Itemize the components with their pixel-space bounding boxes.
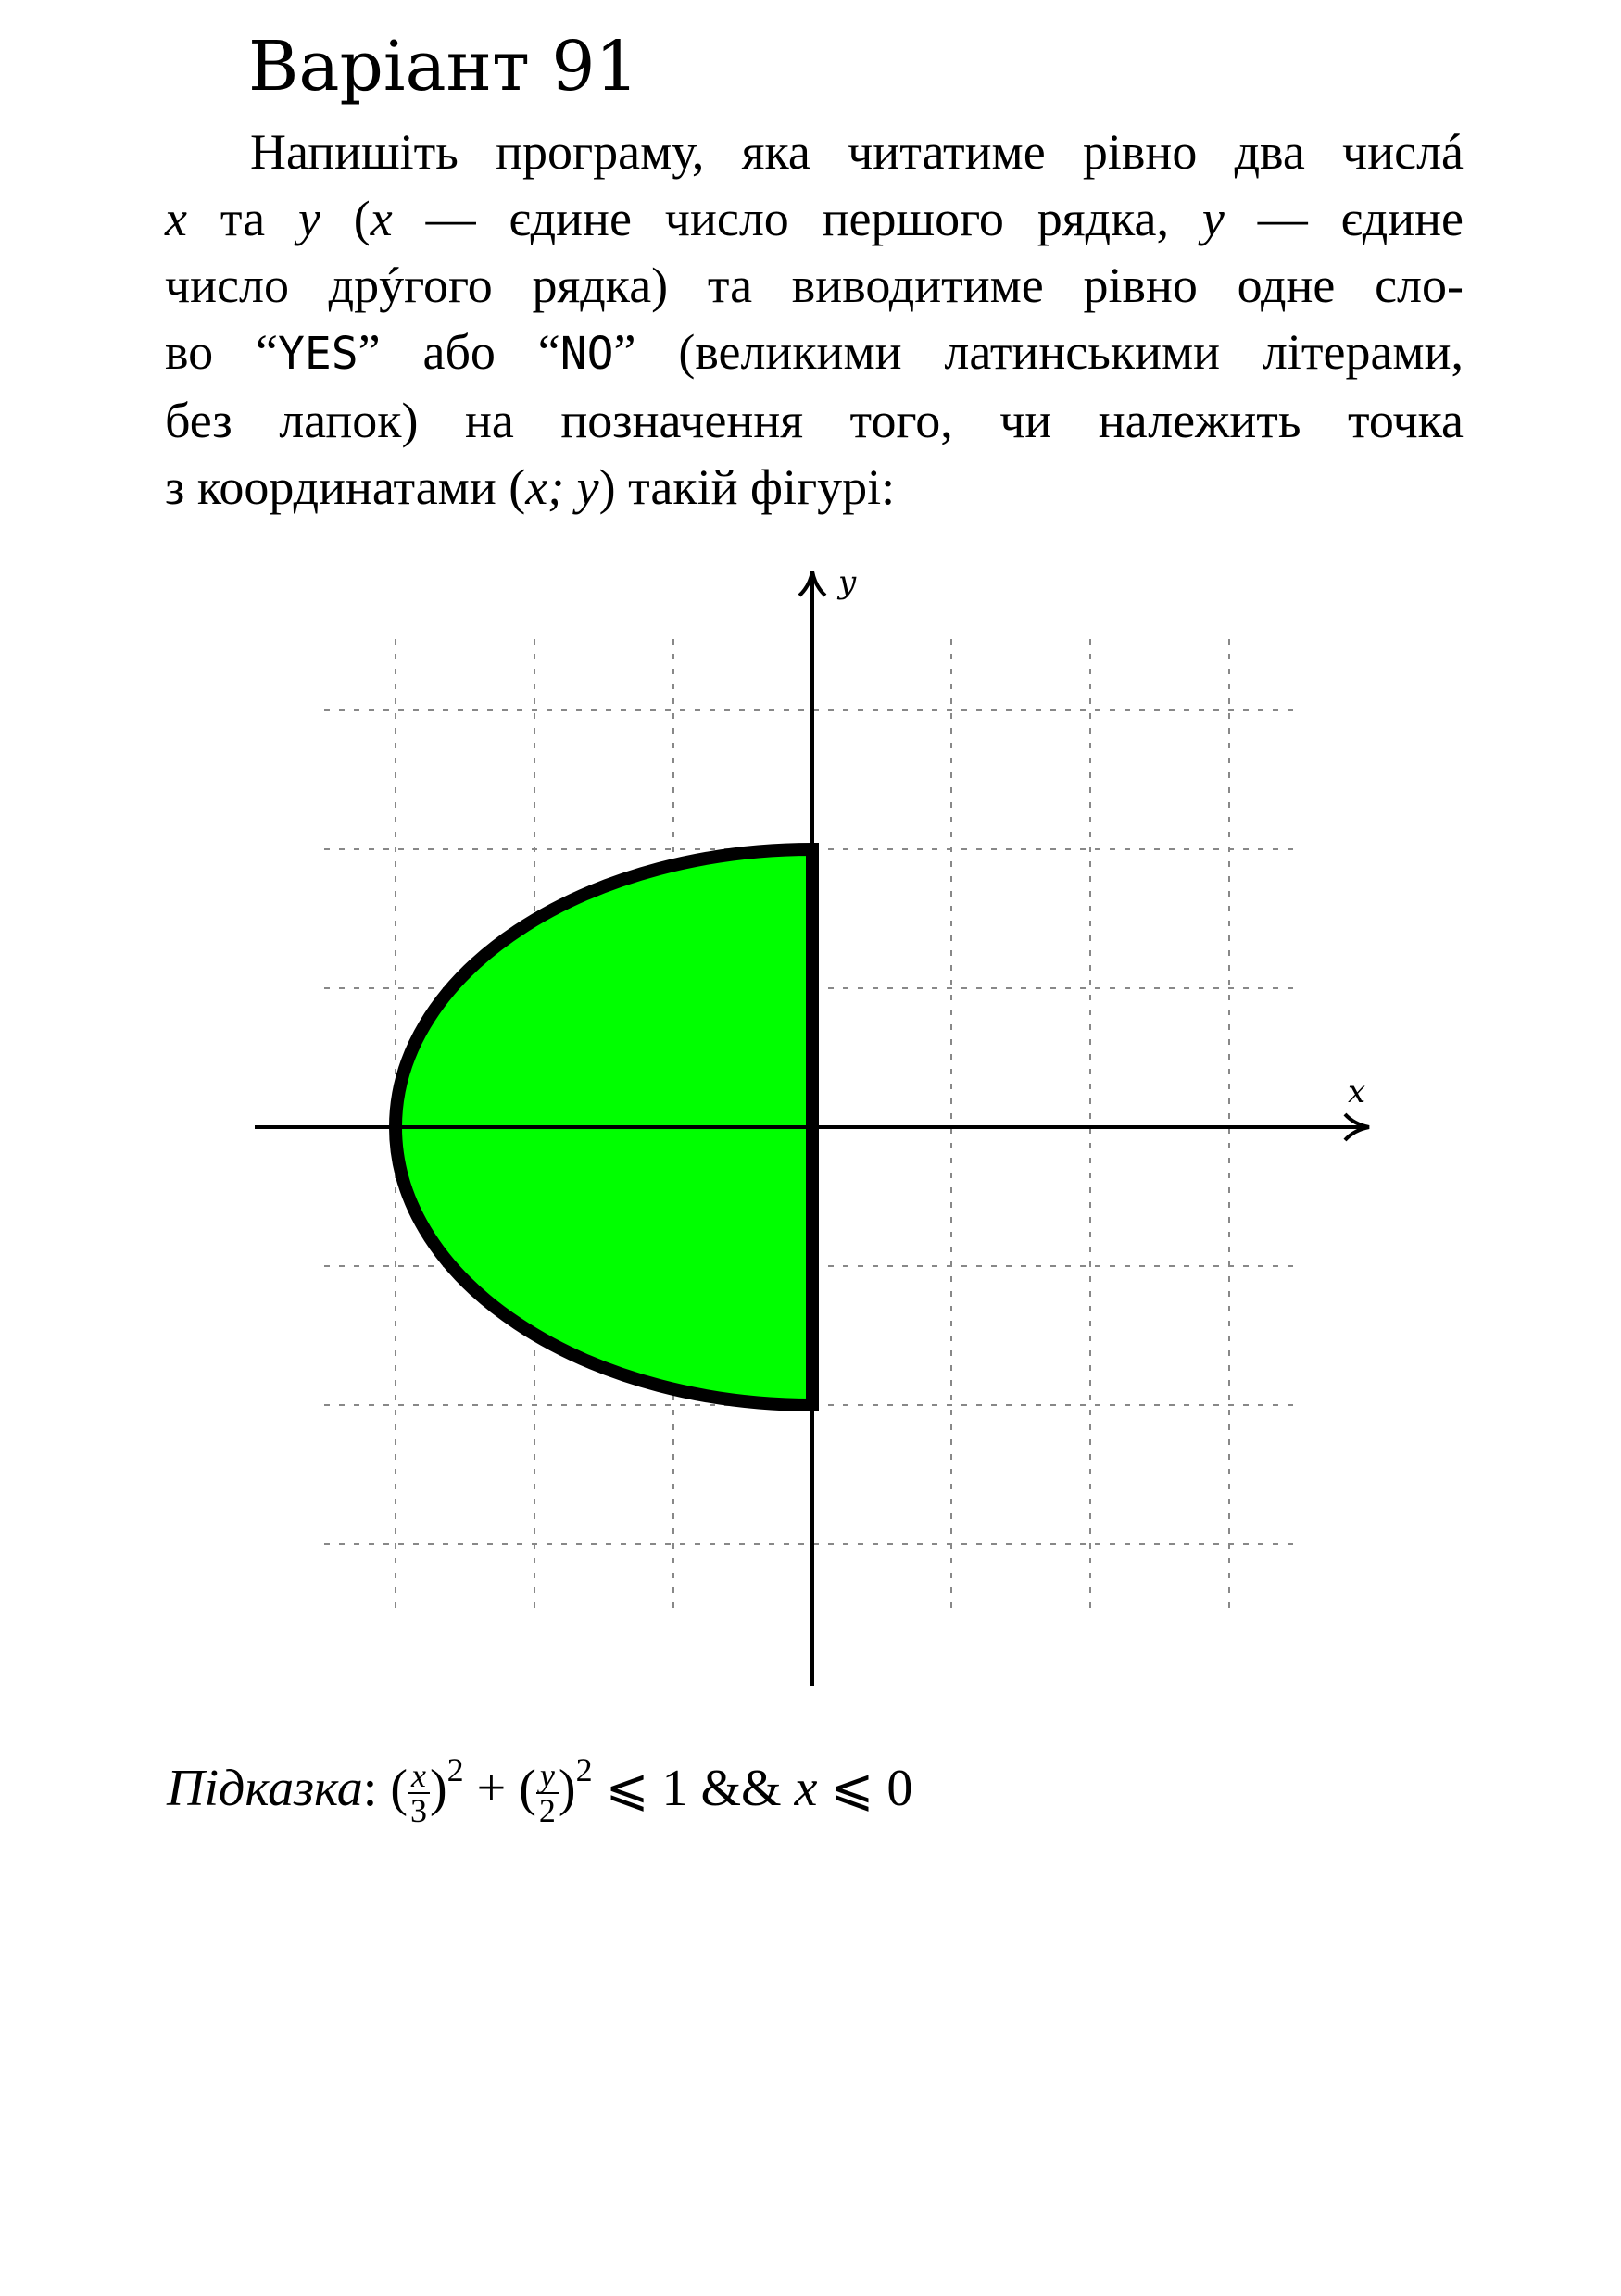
problem-line-3: число дрýгого рядка) та виводитиме рівно одне сло- (165, 257, 1464, 313)
problem-statement (165, 119, 1464, 521)
text: ( (320, 191, 371, 246)
text: з координатами ( (165, 459, 526, 515)
hint (167, 1750, 913, 1830)
hint-label: Підказка (167, 1760, 363, 1817)
problem-line-6 (165, 454, 1464, 521)
page-title: Варіант 91 (248, 27, 639, 107)
text: ” (великими латинськими літерами, (613, 324, 1464, 380)
number-zero: 0 (886, 1760, 913, 1817)
text: ) такій фігурі: (598, 459, 896, 515)
fraction-x-over-3 (408, 1757, 430, 1830)
x-axis-label: x (1348, 1073, 1366, 1110)
y-axis-label: y (838, 564, 857, 601)
frac-num: x (408, 1759, 430, 1794)
var-x: x (794, 1760, 818, 1817)
text: ” або “ (358, 324, 560, 380)
var-x: x (370, 191, 393, 246)
leq-sign: ⩽ (830, 1760, 874, 1817)
var-x: x (165, 191, 187, 246)
text: — єдине (1224, 191, 1464, 246)
no-keyword: NO (559, 328, 614, 380)
yes-keyword: YES (277, 328, 358, 380)
var-y: y (1201, 191, 1225, 246)
problem-line-1: Напишіть програму, яка читатиме рівно два числá (250, 124, 1464, 180)
text: — єдине число першого рядка, (392, 191, 1202, 246)
point-coords: x; y (525, 459, 599, 515)
power: 2 (575, 1751, 593, 1788)
fraction-y-over-2 (536, 1757, 559, 1830)
problem-line-5: без лапок) на позначення того, чи належить точка (165, 393, 1464, 448)
var-y: y (297, 191, 320, 246)
text: та (186, 191, 298, 246)
number-one: 1 (661, 1760, 688, 1817)
problem-line-2 (165, 185, 1464, 252)
frac-den: 3 (410, 1792, 427, 1830)
hint-colon: : (362, 1760, 378, 1817)
text: во “ (165, 324, 278, 380)
problem-line-4 (165, 319, 1464, 387)
paren: ( (390, 1760, 408, 1817)
leq-sign: ⩽ (605, 1760, 649, 1817)
logical-and: && (700, 1760, 782, 1817)
frac-den: 2 (538, 1792, 556, 1830)
paren: ) (430, 1760, 447, 1817)
frac-num: y (536, 1759, 559, 1794)
figure-graph (232, 556, 1389, 1695)
plus-sign: + (476, 1760, 507, 1817)
paren: ) (558, 1760, 576, 1817)
paren: ( (519, 1760, 536, 1817)
power: 2 (446, 1751, 464, 1788)
